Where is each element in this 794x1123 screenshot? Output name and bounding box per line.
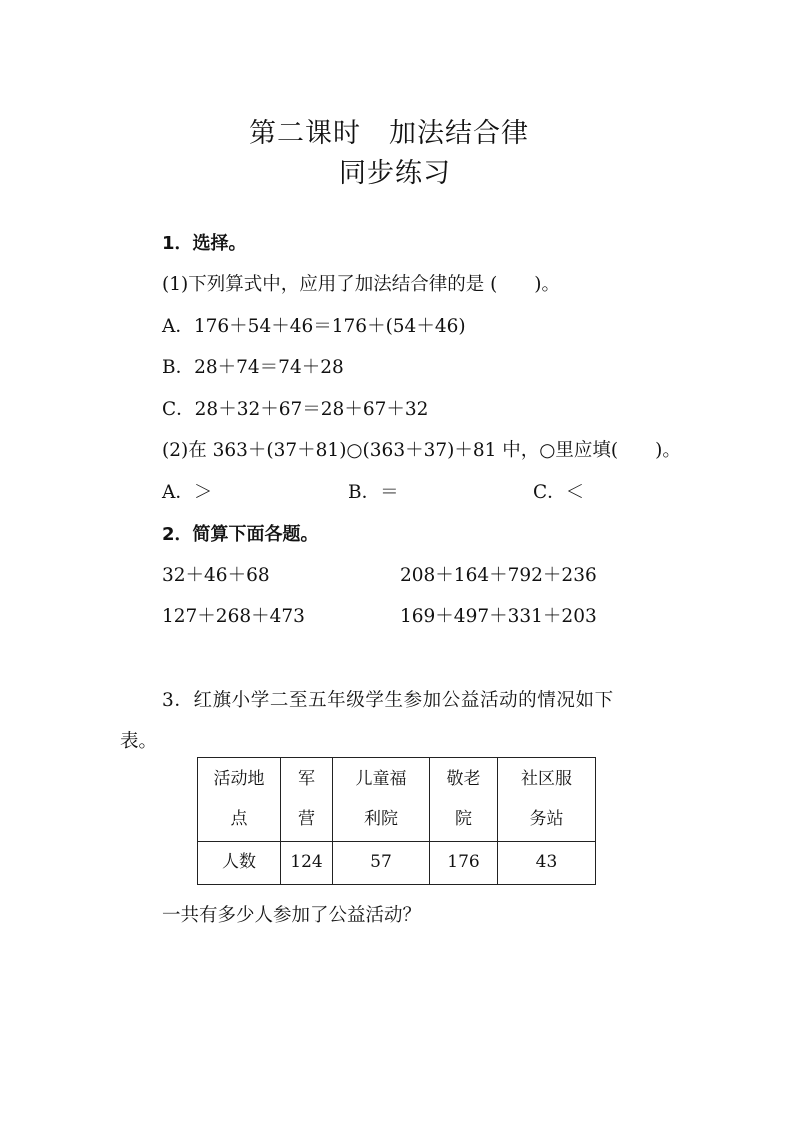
q2-item-3: 127＋268＋473 [162, 606, 305, 627]
q1-sub1-option-c: C．28＋32＋67＝28＋67＋32 [162, 399, 429, 420]
q1-sub2-option-b: B．＝ [348, 482, 399, 503]
page-title: 第二课时 加法结合律 [249, 118, 529, 149]
table-cell: 57 [333, 842, 430, 885]
table-header-cell: 儿童福 利院 [333, 758, 430, 842]
q1-heading: 1．选择。 [162, 233, 247, 254]
table-header-cell: 活动地 点 [198, 758, 281, 842]
table-header-cell: 军 营 [281, 758, 333, 842]
page-subtitle: 同步练习 [339, 158, 451, 189]
table-header-row [198, 758, 596, 842]
q3-text-line1: 3．红旗小学二至五年级学生参加公益活动的情况如下 [162, 690, 614, 711]
q1-sub1-option-b: B．28＋74＝74＋28 [162, 357, 344, 378]
q3-question: 一共有多少人参加了公益活动？ [162, 905, 422, 926]
table-header-cell: 社区服 务站 [498, 758, 596, 842]
table-cell: 人数 [198, 842, 281, 885]
q1-sub2-prompt: (2)在 363＋(37＋81)○(363＋37)＋81 中，○里应填( )。 [162, 440, 681, 461]
q1-sub1-option-a: A．176＋54＋46＝176＋(54＋46) [162, 316, 466, 337]
q2-item-1: 32＋46＋68 [162, 565, 270, 586]
q1-sub2-option-c: C．＜ [533, 482, 585, 503]
q1-sub1-prompt: (1)下列算式中，应用了加法结合律的是 ( )。 [162, 274, 561, 295]
q2-item-2: 208＋164＋792＋236 [400, 565, 597, 586]
table-cell: 176 [430, 842, 498, 885]
activity-table [197, 757, 596, 885]
table-cell: 124 [281, 842, 333, 885]
table-cell: 43 [498, 842, 596, 885]
table-row [198, 842, 596, 885]
q2-item-4: 169＋497＋331＋203 [400, 606, 597, 627]
q1-sub2-option-a: A．＞ [162, 482, 213, 503]
q2-heading: 2．简算下面各题。 [162, 524, 319, 545]
q3-text-line2: 表。 [120, 731, 158, 752]
table-header-cell: 敬老 院 [430, 758, 498, 842]
